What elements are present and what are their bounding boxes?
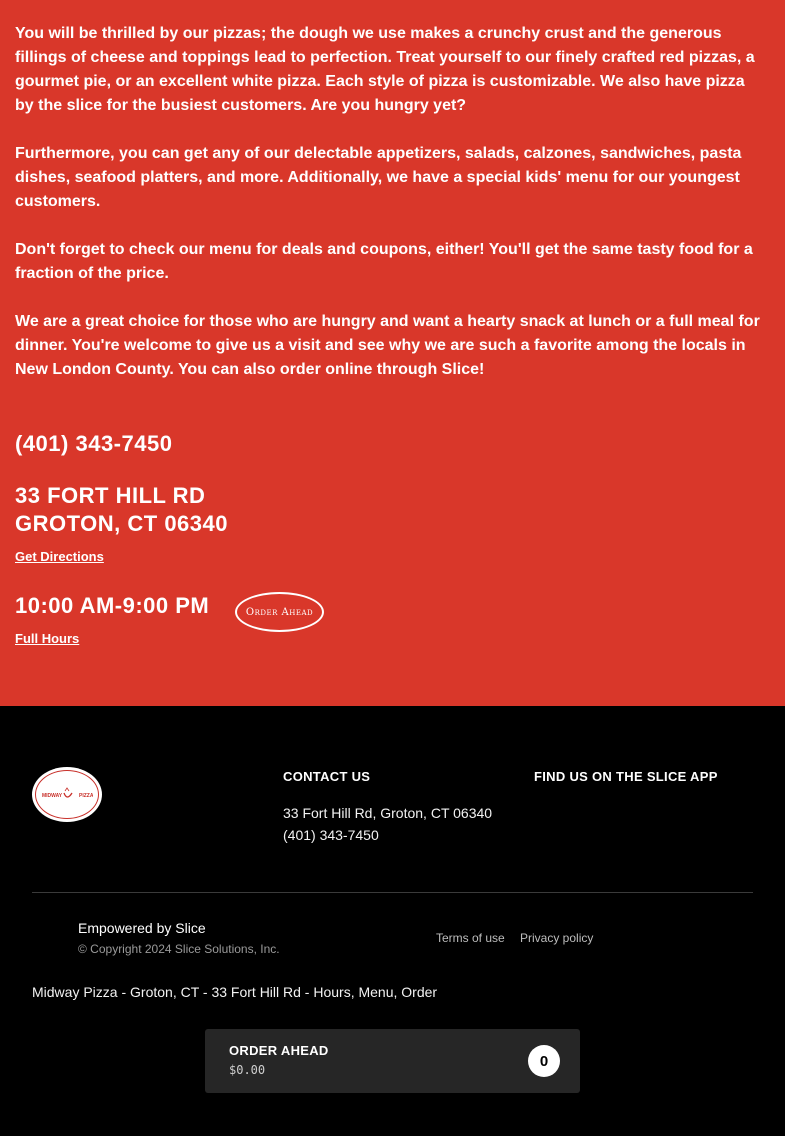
contact-us-heading: CONTACT US [283,769,371,784]
svg-text:PIZZA: PIZZA [79,792,93,799]
logo-ring [35,770,99,819]
copyright-text: © Copyright 2024 Slice Solutions, Inc. [78,942,280,956]
restaurant-logo[interactable] [32,767,102,822]
svg-text:MIDWAY: MIDWAY [42,792,63,799]
cart-count-badge: 0 [528,1045,560,1077]
about-paragraph-4: We are a great choice for those who are hungry and want a hearty snack at lunch or a full meal for dinner. You're welcome to give us a visit and see why we are such a favorite among the locals in New London County. You can also order online through Slice! [15,313,760,378]
order-ahead-label: ORDER AHEAD [229,1043,329,1058]
logo-mark [41,785,93,805]
about-paragraph-3: Don't forget to check our menu for deals and coupons, either! You'll get the same tasty food for a fraction of the price. [15,241,753,282]
order-ahead-cart-button[interactable] [205,1029,580,1093]
privacy-policy-link[interactable]: Privacy policy [520,931,594,945]
empowered-by-slice-link[interactable]: Empowered by Slice [78,920,206,936]
get-directions-link[interactable]: Get Directions [15,549,104,564]
footer-phone-link[interactable]: (401) 343-7450 [283,827,379,843]
phone-link[interactable]: (401) 343-7450 [15,431,173,456]
footer-divider [32,892,753,893]
address-line-2: GROTON, CT 06340 [15,511,228,536]
page-seo-title: Midway Pizza - Groton, CT - 33 Fort Hill Rd - Hours, Menu, Order [32,984,438,1000]
order-ahead-badge: Order Ahead [235,592,324,632]
slice-app-heading: FIND US ON THE SLICE APP [534,769,718,784]
full-hours-link[interactable]: Full Hours [15,631,80,646]
about-paragraph-2: Furthermore, you can get any of our delectable appetizers, salads, calzones, sandwiches, pasta dishes, seafood platters, and more. Additionally, we have a special kids' menu for our youngest customers. [15,145,742,210]
terms-of-use-link[interactable]: Terms of use [436,931,505,945]
address-line-1: 33 FORT HILL RD [15,483,206,508]
footer [0,706,785,1136]
hours-today: 10:00 AM-9:00 PM [15,593,210,618]
cart-total: $0.00 [229,1063,266,1077]
about-paragraph-1: You will be thrilled by our pizzas; the dough we use makes a crunchy crust and the generous fillings of cheese and toppings lead to perfection. Treat yourself to our finely crafted red pizzas, a gourmet pie, or an excellent white pizza. Each style of pizza is customizable. We also have pizza by the slice for the busiest customers. Are you hungry yet? [15,25,755,114]
footer-address: 33 Fort Hill Rd, Groton, CT 06340 [283,805,493,821]
